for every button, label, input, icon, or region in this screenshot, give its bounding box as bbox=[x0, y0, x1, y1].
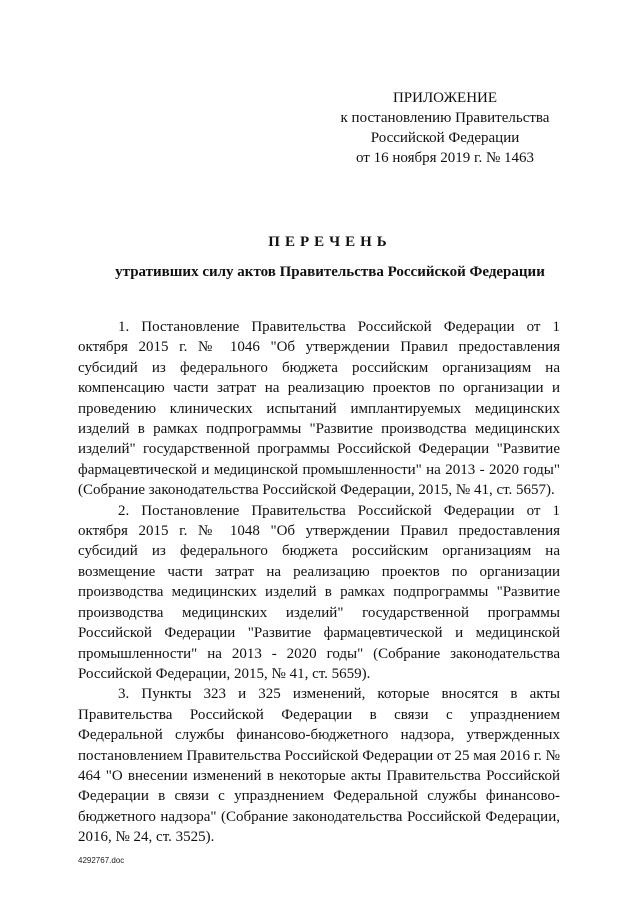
document-body bbox=[78, 317, 560, 848]
list-item: 3. Пункты 323 и 325 изменений, которые вносятся в акты Правительства Российской Федерации в связи с упразднением Федеральной службы финансово-бюджетного надзора, утвержденных постановлением Правительства Российской Федерации от 25 мая 2016 г. № 464 "О внесении изменений в некоторые акты Правительства Российской Федерации в связи с упразднением Федеральной службы финансово-бюджетного надзора" (Собрание законодательства Российской Федерации, 2016, № 24, ст. 3525). bbox=[78, 686, 560, 846]
document-title: ПЕРЕЧЕНЬ bbox=[268, 234, 392, 250]
appendix-decree-ref: к постановлению Правительства bbox=[340, 110, 550, 126]
list-item: 1. Постановление Правительства Российской Федерации от 1 октября 2015 г. № 1046 "Об утверждении Правил предоставления субсидий из федерального бюджета российским организациям на компенсацию части затрат на реализацию проектов по организации и проведению клинических испытаний имплантируемых медицинских изделий в рамках подпрограммы "Развитие производства медицинских изделий" государственной программы Российской Федерации "Развитие фармацевтической и медицинской промышленности" на 2013 - 2020 годы" (Собрание законодательства Российской Федерации, 2015, № 41, ст. 5657). bbox=[78, 319, 560, 499]
title-block bbox=[80, 232, 580, 282]
appendix-header bbox=[330, 88, 560, 168]
file-reference: 4292767.doc bbox=[78, 856, 125, 865]
list-item: 2. Постановление Правительства Российской Федерации от 1 октября 2015 г. № 1048 "Об утверждении Правил предоставления субсидий из федерального бюджета российским организациям на возмещение части затрат на реализацию проектов по организации производства медицинских изделий в рамках подпрограммы "Развитие производства медицинских изделий" государственной программы Российской Федерации "Развитие фармацевтической и медицинской промышленности" на 2013 - 2020 годы" (Собрание законодательства Российской Федерации, 2015, № 41, ст. 5659). bbox=[78, 502, 560, 682]
appendix-label: ПРИЛОЖЕНИЕ bbox=[392, 90, 498, 106]
document-subtitle: утративших силу актов Правительства Российской Федерации bbox=[115, 264, 545, 280]
appendix-government: Российской Федерации bbox=[370, 130, 520, 146]
appendix-date-number: от 16 ноября 2019 г. № 1463 bbox=[355, 150, 535, 166]
